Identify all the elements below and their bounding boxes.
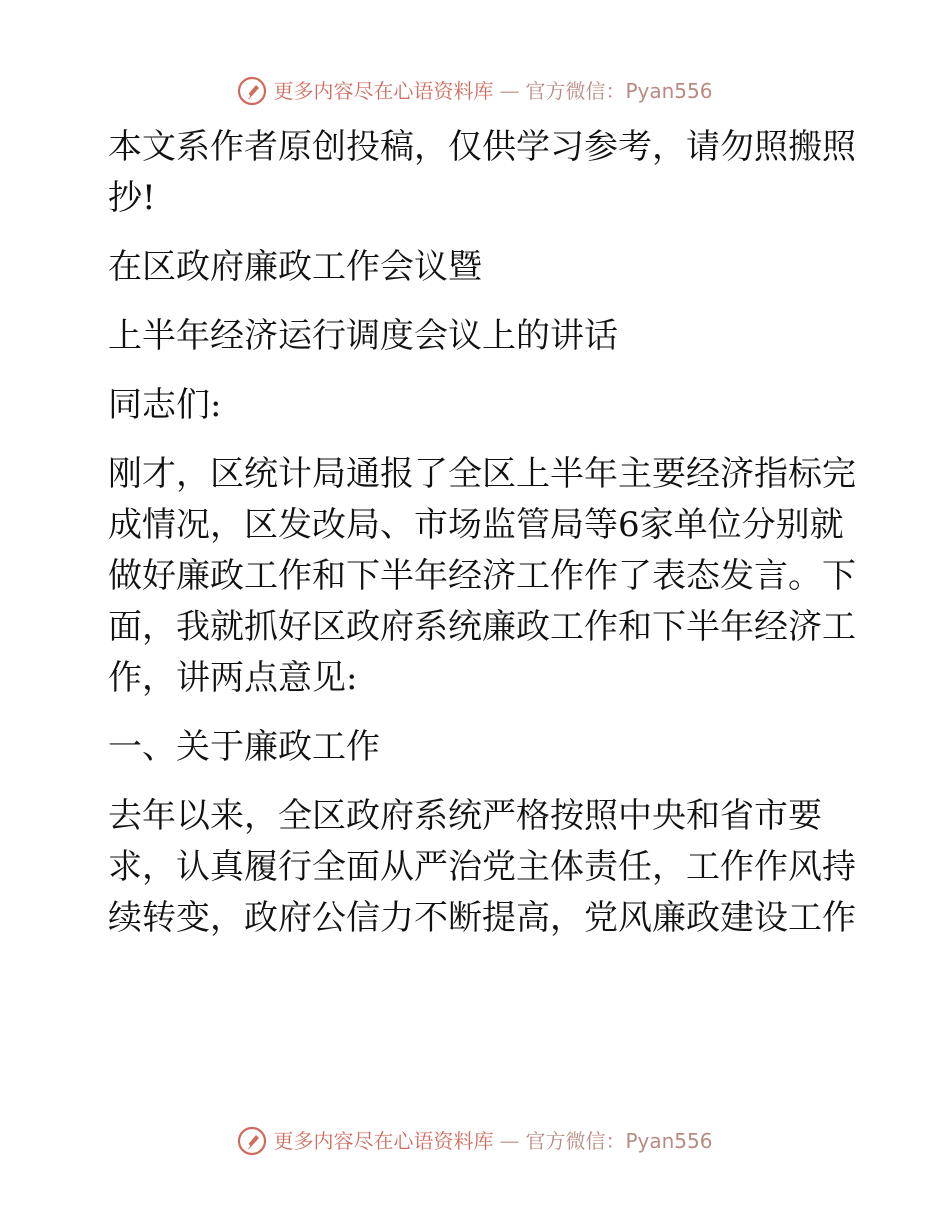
- salutation: 同志们:: [108, 385, 222, 425]
- pen-nib-icon: [237, 76, 267, 106]
- watermark-main-text: 更多内容尽在心语资料库: [273, 1129, 494, 1153]
- watermark-header: [0, 76, 950, 106]
- document-body: [98, 122, 858, 962]
- watermark-wechat-text: 官方微信：Pyan556: [525, 79, 713, 103]
- body-paragraph-1: 刚才，区统计局通报了全区上半年主要经济指标完成情况，区发改局、市场监管局等6家单位分别就做好廉政工作和下半年经济工作作了表态发言。下面，我就抓好区政府系统廉政工作和下半年经济工作，讲两点意见:: [108, 454, 856, 698]
- title-line-1: 在区政府廉政工作会议暨: [108, 247, 482, 287]
- watermark-separator: —: [499, 79, 520, 103]
- pen-nib-icon: [237, 1126, 267, 1156]
- watermark-footer: [0, 1126, 950, 1156]
- disclaimer-paragraph: 本文系作者原创投稿，仅供学习参考，请勿照搬照抄!: [108, 127, 856, 218]
- watermark-separator: —: [499, 1129, 520, 1153]
- title-line-2: 上半年经济运行调度会议上的讲话: [108, 316, 618, 356]
- section-heading-1: 一、关于廉政工作: [108, 727, 380, 767]
- body-paragraph-2: 去年以来，全区政府系统严格按照中央和省市要求，认真履行全面从严治党主体责任，工作作风持续转变，政府公信力不断提高，党风廉政建设工作: [108, 796, 856, 938]
- watermark-wechat-text: 官方微信：Pyan556: [525, 1129, 713, 1153]
- watermark-main-text: 更多内容尽在心语资料库: [273, 79, 494, 103]
